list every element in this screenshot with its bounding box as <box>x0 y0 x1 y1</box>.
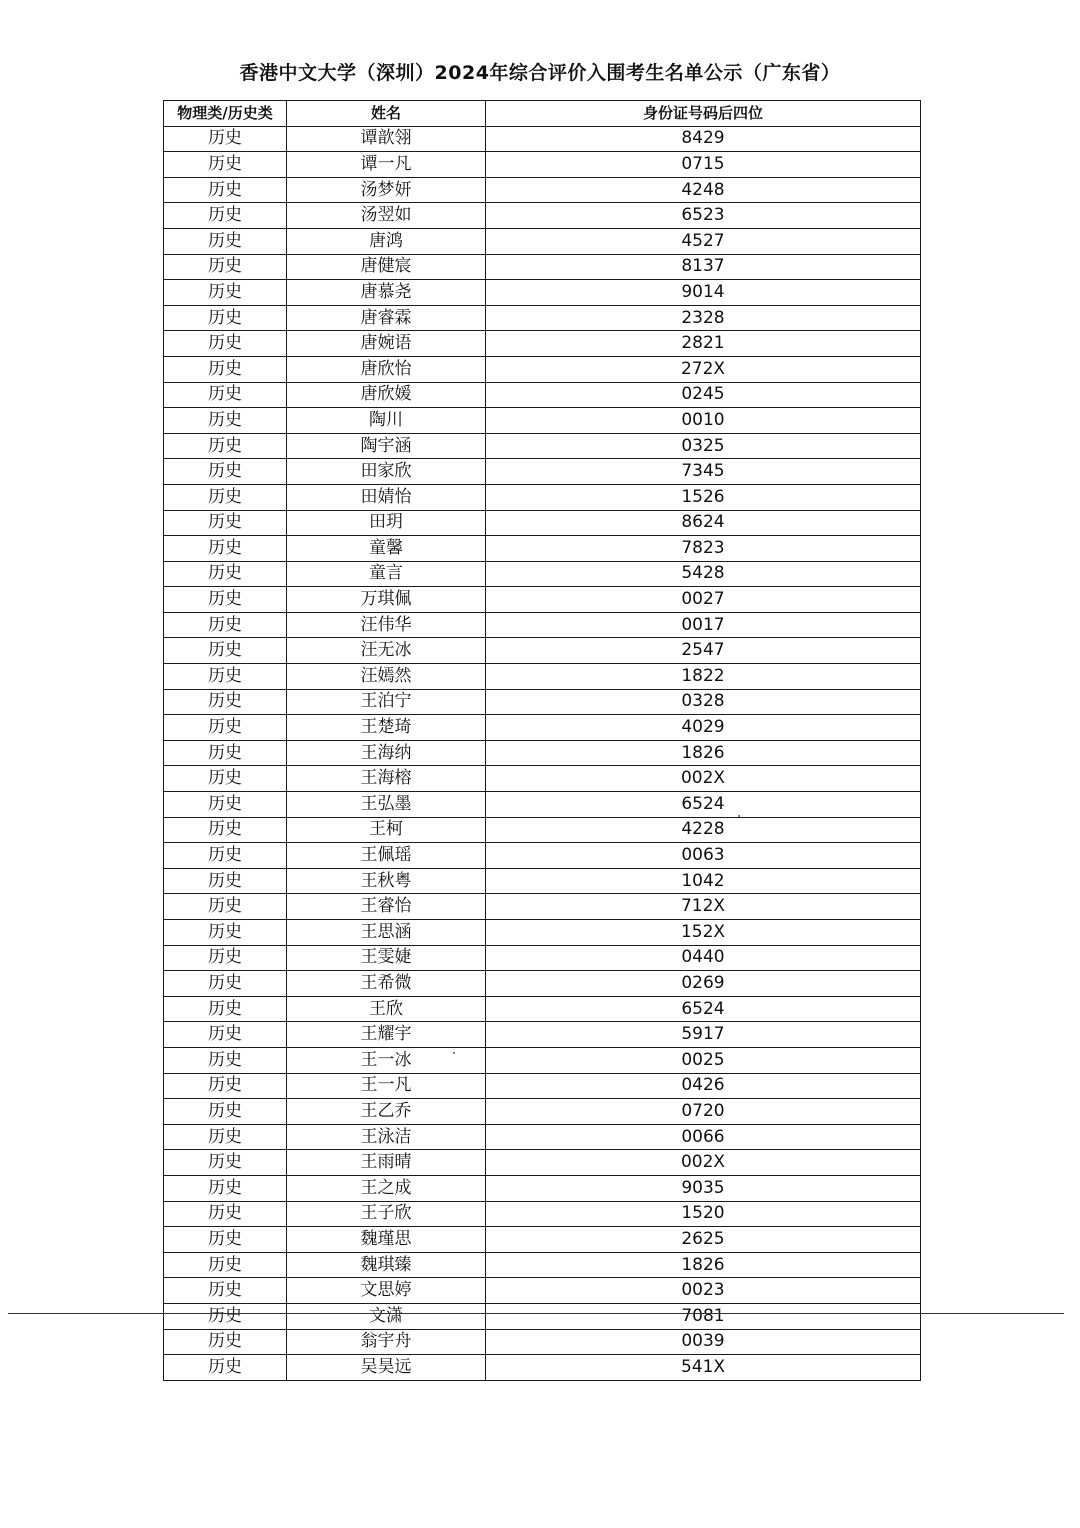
name-cell: 王海纳 <box>287 740 486 766</box>
name-cell: 王秋粤 <box>287 868 486 894</box>
table-row <box>164 459 921 485</box>
table-row <box>164 1150 921 1176</box>
table-row <box>164 1124 921 1150</box>
id-last-four-cell: 6524 <box>486 792 921 818</box>
table-row <box>164 305 921 331</box>
name-cell: 文思婷 <box>287 1278 486 1304</box>
name-cell: 童馨 <box>287 536 486 562</box>
category-cell: 历史 <box>164 971 287 997</box>
category-cell: 历史 <box>164 152 287 178</box>
name-cell: 王思涵 <box>287 920 486 946</box>
category-cell: 历史 <box>164 1227 287 1253</box>
table-row <box>164 664 921 690</box>
table-row <box>164 817 921 843</box>
table-row <box>164 689 921 715</box>
name-cell: 王欣 <box>287 996 486 1022</box>
name-cell: 陶川 <box>287 408 486 434</box>
name-cell: 王雨晴 <box>287 1150 486 1176</box>
category-cell: 历史 <box>164 740 287 766</box>
header-category: 物理类/历史类 <box>164 101 287 127</box>
document-title: 香港中文大学（深圳）2024年综合评价入围考生名单公示（广东省） <box>239 62 841 84</box>
scan-artifact-line <box>8 1313 1064 1314</box>
id-last-four-cell: 0715 <box>486 152 921 178</box>
table-row <box>164 561 921 587</box>
id-last-four-cell: 1526 <box>486 484 921 510</box>
category-cell: 历史 <box>164 1201 287 1227</box>
category-cell: 历史 <box>164 1047 287 1073</box>
category-cell: 历史 <box>164 1124 287 1150</box>
table-row <box>164 945 921 971</box>
category-cell: 历史 <box>164 280 287 306</box>
id-last-four-cell: 9014 <box>486 280 921 306</box>
table-row <box>164 433 921 459</box>
scan-speck <box>738 815 740 817</box>
id-last-four-cell: 1822 <box>486 664 921 690</box>
name-cell: 唐健宸 <box>287 254 486 280</box>
category-cell: 历史 <box>164 305 287 331</box>
id-last-four-cell: 2625 <box>486 1227 921 1253</box>
category-cell: 历史 <box>164 766 287 792</box>
name-cell: 翁宇舟 <box>287 1329 486 1355</box>
category-cell: 历史 <box>164 638 287 664</box>
id-last-four-cell: 4228 <box>486 817 921 843</box>
name-cell: 王乙乔 <box>287 1099 486 1125</box>
category-cell: 历史 <box>164 1150 287 1176</box>
id-last-four-cell: 1042 <box>486 868 921 894</box>
category-cell: 历史 <box>164 459 287 485</box>
id-last-four-cell: 8137 <box>486 254 921 280</box>
name-cell: 王一凡 <box>287 1073 486 1099</box>
table-row <box>164 177 921 203</box>
name-cell: 田家欣 <box>287 459 486 485</box>
id-last-four-cell: 8429 <box>486 126 921 152</box>
name-cell: 王子欣 <box>287 1201 486 1227</box>
table-row <box>164 1227 921 1253</box>
name-cell: 王泳洁 <box>287 1124 486 1150</box>
table-row <box>164 1355 921 1381</box>
table-row <box>164 894 921 920</box>
table-row <box>164 971 921 997</box>
category-cell: 历史 <box>164 689 287 715</box>
table-row <box>164 536 921 562</box>
category-cell: 历史 <box>164 484 287 510</box>
table-row <box>164 228 921 254</box>
name-cell: 汤翌如 <box>287 203 486 229</box>
id-last-four-cell: 4029 <box>486 715 921 741</box>
table-row <box>164 868 921 894</box>
category-cell: 历史 <box>164 1099 287 1125</box>
name-cell: 王弘墨 <box>287 792 486 818</box>
table-row <box>164 1047 921 1073</box>
category-cell: 历史 <box>164 382 287 408</box>
id-last-four-cell: 0426 <box>486 1073 921 1099</box>
name-cell: 谭一凡 <box>287 152 486 178</box>
table-row <box>164 331 921 357</box>
candidate-table <box>163 100 921 1381</box>
table-row <box>164 920 921 946</box>
table-row <box>164 408 921 434</box>
name-cell: 王耀宇 <box>287 1022 486 1048</box>
category-cell: 历史 <box>164 868 287 894</box>
header-row <box>164 101 921 127</box>
table-row <box>164 1175 921 1201</box>
id-last-four-cell: 2547 <box>486 638 921 664</box>
table-row <box>164 152 921 178</box>
id-last-four-cell: 7823 <box>486 536 921 562</box>
category-cell: 历史 <box>164 561 287 587</box>
name-cell: 王一冰 <box>287 1047 486 1073</box>
category-cell: 历史 <box>164 920 287 946</box>
table-row <box>164 843 921 869</box>
category-cell: 历史 <box>164 664 287 690</box>
id-last-four-cell: 5917 <box>486 1022 921 1048</box>
table-row <box>164 126 921 152</box>
name-cell: 王泊宁 <box>287 689 486 715</box>
category-cell: 历史 <box>164 1355 287 1381</box>
id-last-four-cell: 1520 <box>486 1201 921 1227</box>
category-cell: 历史 <box>164 331 287 357</box>
table-row <box>164 1303 921 1329</box>
header-name: 姓名 <box>287 101 486 127</box>
name-cell: 唐欣媛 <box>287 382 486 408</box>
id-last-four-cell: 2821 <box>486 331 921 357</box>
name-cell: 魏琪臻 <box>287 1252 486 1278</box>
name-cell: 汤梦妍 <box>287 177 486 203</box>
id-last-four-cell: 002X <box>486 766 921 792</box>
table-row <box>164 638 921 664</box>
category-cell: 历史 <box>164 894 287 920</box>
name-cell: 王之成 <box>287 1175 486 1201</box>
category-cell: 历史 <box>164 510 287 536</box>
category-cell: 历史 <box>164 1073 287 1099</box>
name-cell: 唐欣怡 <box>287 356 486 382</box>
category-cell: 历史 <box>164 996 287 1022</box>
table-row <box>164 1073 921 1099</box>
name-cell: 王柯 <box>287 817 486 843</box>
category-cell: 历史 <box>164 1303 287 1329</box>
id-last-four-cell: 712X <box>486 894 921 920</box>
header-id-last-four: 身份证号码后四位 <box>486 101 921 127</box>
category-cell: 历史 <box>164 843 287 869</box>
category-cell: 历史 <box>164 177 287 203</box>
name-cell: 吴昊远 <box>287 1355 486 1381</box>
name-cell: 田婧怡 <box>287 484 486 510</box>
id-last-four-cell: 0025 <box>486 1047 921 1073</box>
name-cell: 王希微 <box>287 971 486 997</box>
category-cell: 历史 <box>164 254 287 280</box>
name-cell: 唐婉语 <box>287 331 486 357</box>
table-row <box>164 280 921 306</box>
id-last-four-cell: 4248 <box>486 177 921 203</box>
id-last-four-cell: 0328 <box>486 689 921 715</box>
id-last-four-cell: 4527 <box>486 228 921 254</box>
id-last-four-cell: 0440 <box>486 945 921 971</box>
table-row <box>164 1201 921 1227</box>
id-last-four-cell: 6523 <box>486 203 921 229</box>
name-cell: 王雯婕 <box>287 945 486 971</box>
name-cell: 王佩瑶 <box>287 843 486 869</box>
table-row <box>164 766 921 792</box>
category-cell: 历史 <box>164 356 287 382</box>
name-cell: 童言 <box>287 561 486 587</box>
id-last-four-cell: 0269 <box>486 971 921 997</box>
category-cell: 历史 <box>164 945 287 971</box>
id-last-four-cell: 002X <box>486 1150 921 1176</box>
id-last-four-cell: 0325 <box>486 433 921 459</box>
category-cell: 历史 <box>164 1278 287 1304</box>
table-row <box>164 740 921 766</box>
table-row <box>164 1278 921 1304</box>
table-row <box>164 792 921 818</box>
id-last-four-cell: 541X <box>486 1355 921 1381</box>
id-last-four-cell: 0039 <box>486 1329 921 1355</box>
id-last-four-cell: 0010 <box>486 408 921 434</box>
category-cell: 历史 <box>164 228 287 254</box>
name-cell: 文潇 <box>287 1303 486 1329</box>
name-cell: 唐鸿 <box>287 228 486 254</box>
id-last-four-cell: 0017 <box>486 612 921 638</box>
table-row <box>164 612 921 638</box>
id-last-four-cell: 0063 <box>486 843 921 869</box>
category-cell: 历史 <box>164 536 287 562</box>
category-cell: 历史 <box>164 612 287 638</box>
table-header <box>164 101 921 127</box>
category-cell: 历史 <box>164 1329 287 1355</box>
id-last-four-cell: 1826 <box>486 1252 921 1278</box>
category-cell: 历史 <box>164 817 287 843</box>
table-row <box>164 382 921 408</box>
name-cell: 唐慕尧 <box>287 280 486 306</box>
name-cell: 汪嫣然 <box>287 664 486 690</box>
table-row <box>164 254 921 280</box>
table-row <box>164 996 921 1022</box>
scan-speck <box>453 1052 455 1054</box>
table-row <box>164 1329 921 1355</box>
category-cell: 历史 <box>164 792 287 818</box>
table-row <box>164 1022 921 1048</box>
name-cell: 陶宇涵 <box>287 433 486 459</box>
id-last-four-cell: 7345 <box>486 459 921 485</box>
category-cell: 历史 <box>164 408 287 434</box>
table-row <box>164 1099 921 1125</box>
category-cell: 历史 <box>164 1252 287 1278</box>
id-last-four-cell: 5428 <box>486 561 921 587</box>
id-last-four-cell: 1826 <box>486 740 921 766</box>
category-cell: 历史 <box>164 715 287 741</box>
table-row <box>164 203 921 229</box>
category-cell: 历史 <box>164 203 287 229</box>
category-cell: 历史 <box>164 126 287 152</box>
name-cell: 汪伟华 <box>287 612 486 638</box>
table-row <box>164 510 921 536</box>
table-row <box>164 484 921 510</box>
name-cell: 万琪佩 <box>287 587 486 613</box>
id-last-four-cell: 8624 <box>486 510 921 536</box>
id-last-four-cell: 0027 <box>486 587 921 613</box>
name-cell: 魏瑾思 <box>287 1227 486 1253</box>
id-last-four-cell: 0066 <box>486 1124 921 1150</box>
name-cell: 汪无冰 <box>287 638 486 664</box>
category-cell: 历史 <box>164 587 287 613</box>
name-cell: 王海榕 <box>287 766 486 792</box>
table-body <box>164 126 921 1380</box>
name-cell: 王睿怡 <box>287 894 486 920</box>
table-row <box>164 587 921 613</box>
name-cell: 唐睿霖 <box>287 305 486 331</box>
id-last-four-cell: 152X <box>486 920 921 946</box>
category-cell: 历史 <box>164 433 287 459</box>
id-last-four-cell: 7081 <box>486 1303 921 1329</box>
category-cell: 历史 <box>164 1175 287 1201</box>
name-cell: 王楚琦 <box>287 715 486 741</box>
id-last-four-cell: 9035 <box>486 1175 921 1201</box>
name-cell: 谭歆翎 <box>287 126 486 152</box>
id-last-four-cell: 0720 <box>486 1099 921 1125</box>
table-row <box>164 1252 921 1278</box>
id-last-four-cell: 0023 <box>486 1278 921 1304</box>
id-last-four-cell: 0245 <box>486 382 921 408</box>
name-cell: 田玥 <box>287 510 486 536</box>
id-last-four-cell: 2328 <box>486 305 921 331</box>
table-row <box>164 715 921 741</box>
table-row <box>164 356 921 382</box>
id-last-four-cell: 6524 <box>486 996 921 1022</box>
id-last-four-cell: 272X <box>486 356 921 382</box>
category-cell: 历史 <box>164 1022 287 1048</box>
